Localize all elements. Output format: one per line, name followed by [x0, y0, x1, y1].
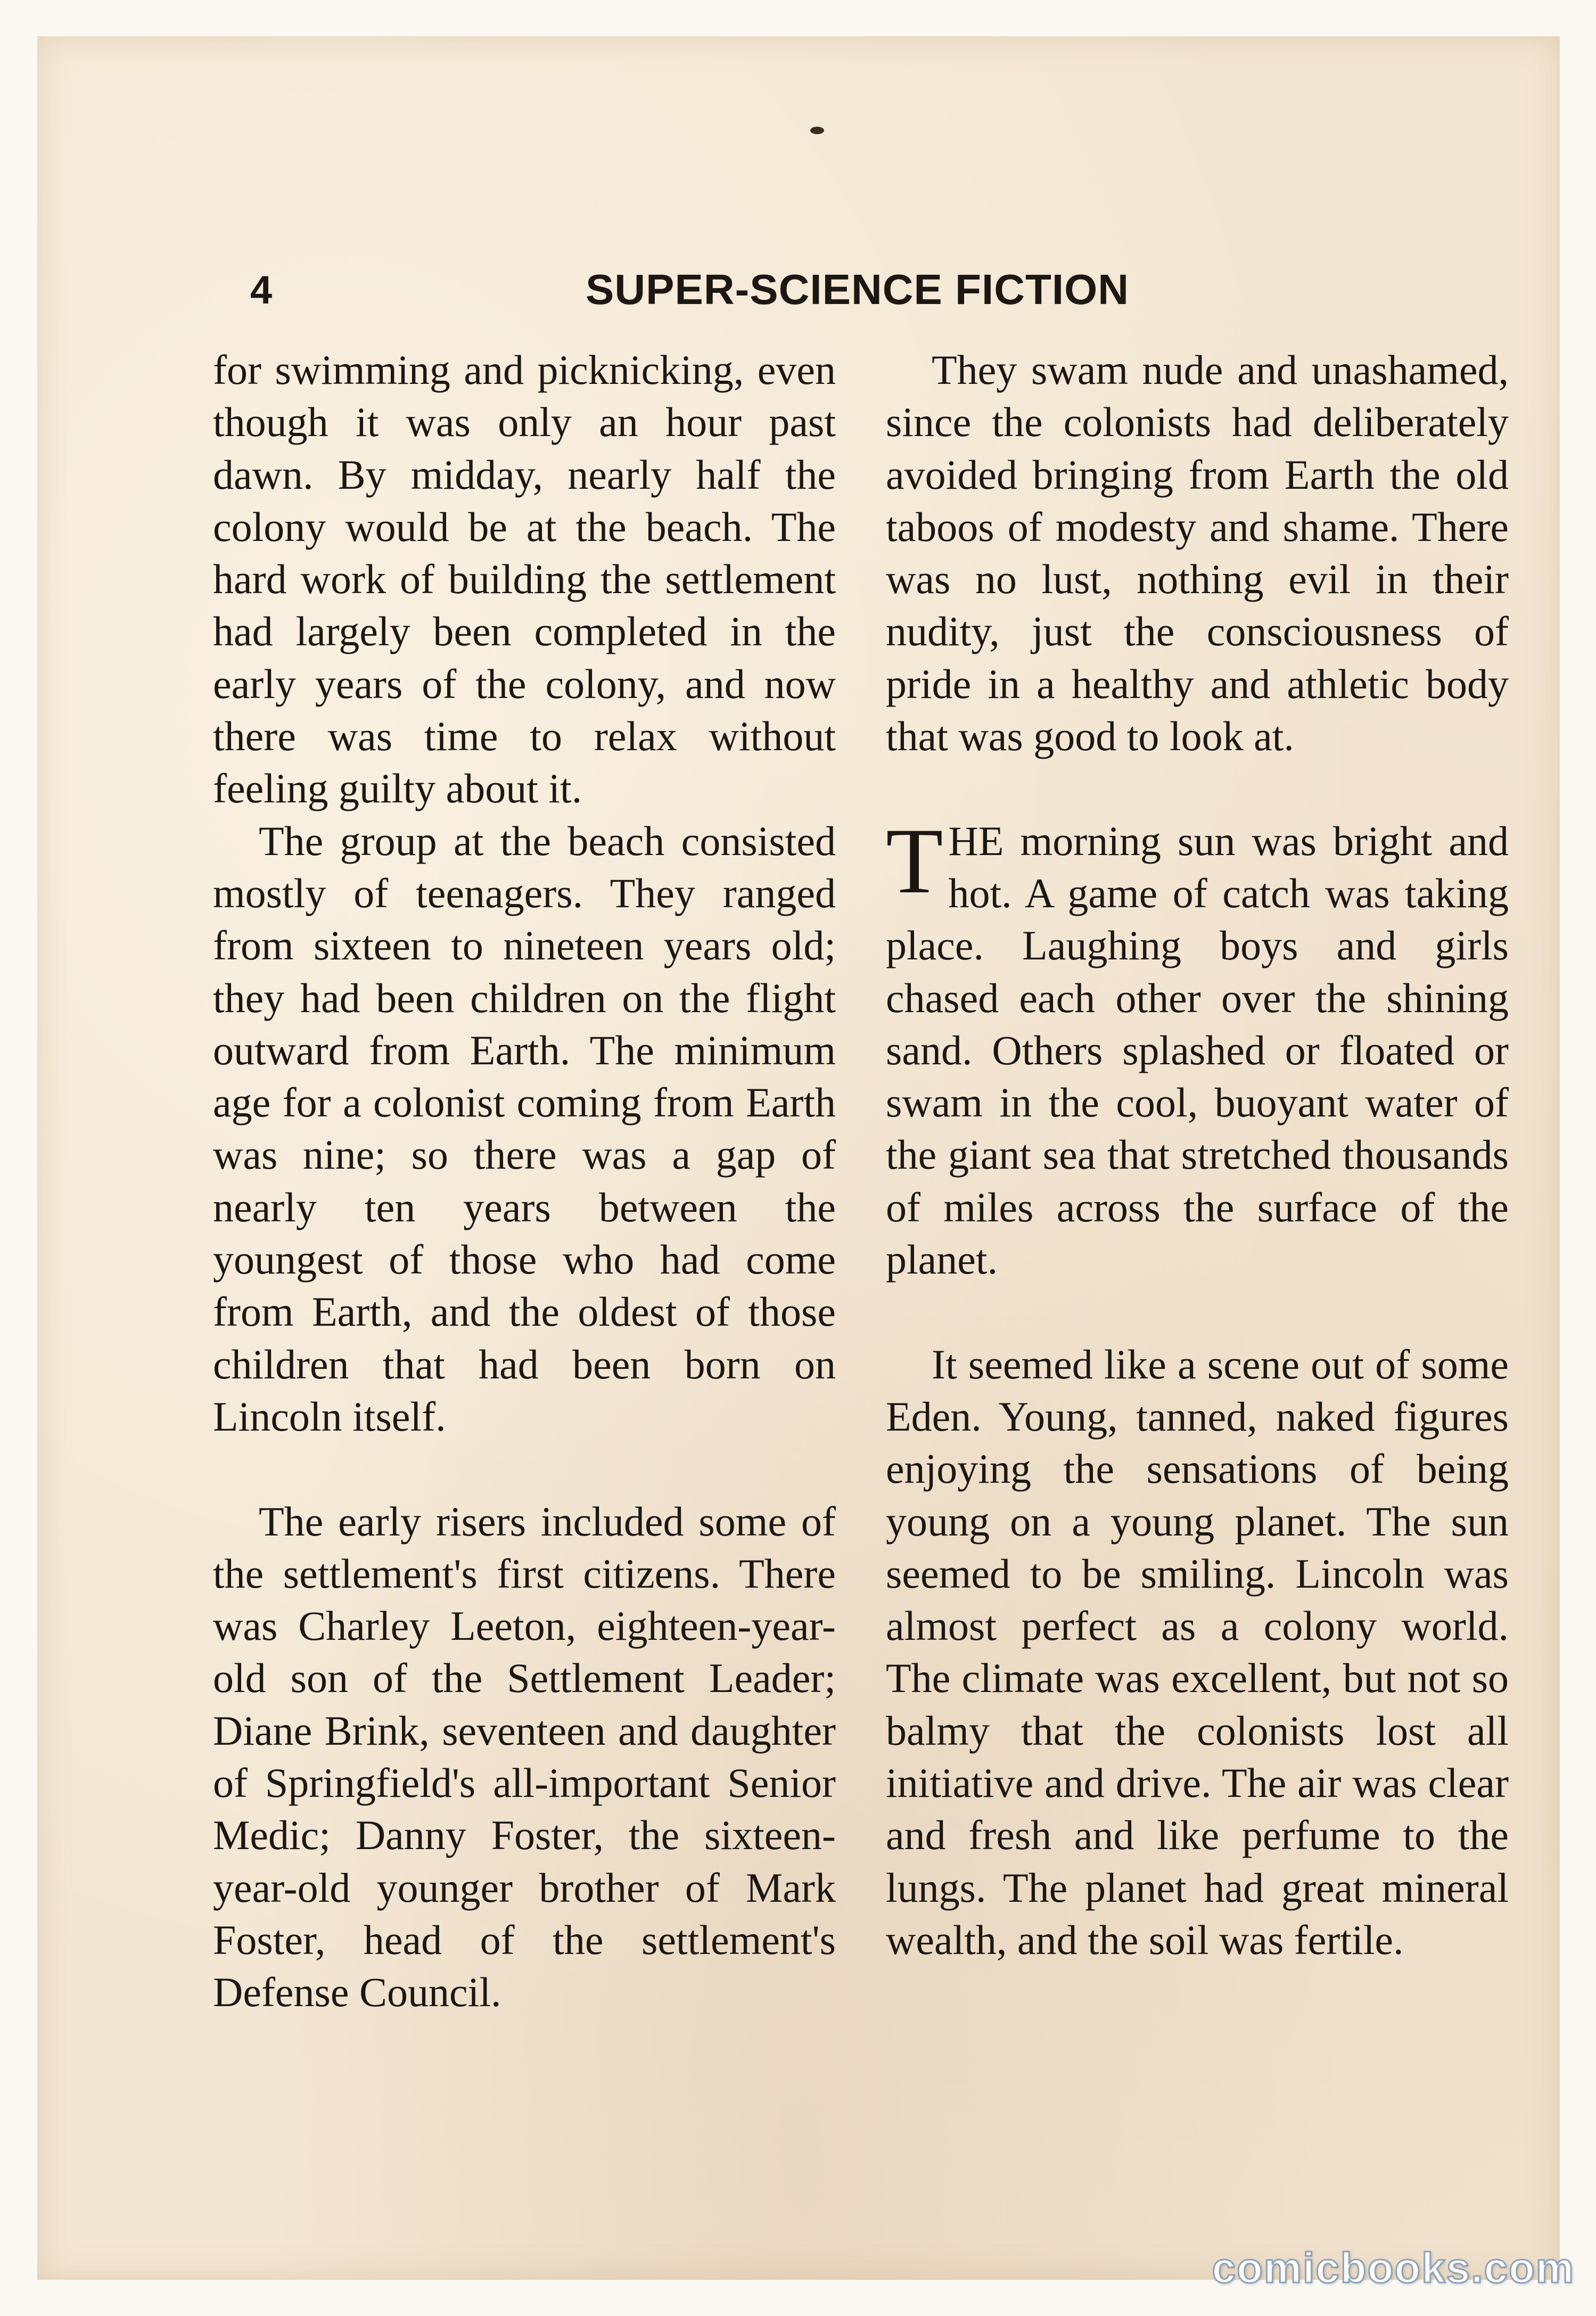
page-header	[213, 265, 1560, 329]
left-paragraph-3: The early risers included some of the settlement's first citizens. There was Charley Leeton, eighteen-year-old son of the Settlement Leader; Diane Brink, seventeen and daughter of Springfield's all-important Senior Medic; Danny Foster, the sixteen-year-old younger brother of Mark Foster, head of the settlement's Defense Council.	[213, 1498, 836, 2016]
section-spacer	[886, 762, 1509, 815]
right-paragraph-2-dropcap: THE morning sun was bright and hot. A game of catch was taking place. Laughing boys and girls chased each other over the shining sand. Others splashed or floated or swam in the cool, buoyant water of the giant sea that stretched thousands of miles across the surface of the planet.	[886, 809, 1509, 1283]
running-title: SUPER-SCIENCE FICTION	[586, 266, 1130, 313]
left-column	[213, 344, 836, 2019]
paragraph-spacer	[213, 1443, 836, 1495]
left-paragraph-1: for swimming and picknicking, even though it was only an hour past dawn. By midday, nearly half the colony would be at the beach. The hard work of building the settlement had largely been completed in the early years of the colony, and now there was time to relax without feeling guilty about it.	[213, 347, 836, 812]
magazine-page	[37, 36, 1560, 2280]
left-paragraph-2: The group at the beach consisted mostly of teenagers. They ranged from sixteen to nineteen years old; they had been children on the flight outward from Earth. The minimum age for a colonist coming from Earth was nine; so there was a gap of nearly ten years between the youngest of those who had come from Earth, and the oldest of those children that had been born on Lincoln itself.	[213, 817, 836, 1440]
page-number: 4	[250, 268, 273, 312]
right-column	[886, 344, 1509, 1966]
right-paragraph-1: They swam nude and unashamed, since the colonists had deliberately avoided bringing from Earth the old taboos of modesty and shame. There was no lust, nothing evil in their nudity, just the consciousness of pride in a healthy and athletic body that was good to look at.	[886, 347, 1509, 760]
ink-dot-mark	[810, 127, 824, 134]
paragraph-spacer	[886, 1286, 1509, 1338]
site-watermark: comicbooks.com	[1212, 2244, 1575, 2292]
right-paragraph-3: It seemed like a scene out of some Eden. Young, tanned, naked figures enjoying the sensations of being young on a young planet. The sun seemed to be smiling. Lincoln was almost perfect as a colony world. The climate was excellent, but not so balmy that the colonists lost all initiative and drive. The air was clear and fresh and like perfume to the lungs. The planet had great mineral wealth, and the soil was fertile.	[886, 1341, 1509, 1963]
